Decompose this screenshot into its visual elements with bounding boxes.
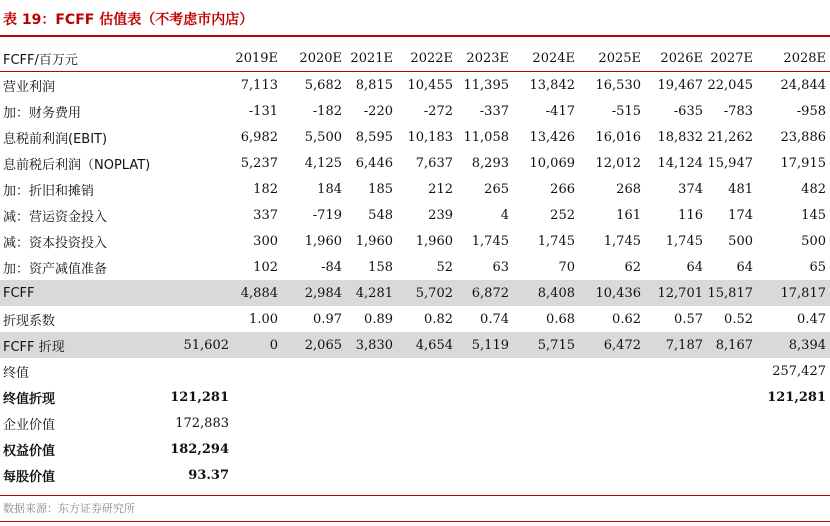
value-cell	[707, 462, 757, 488]
value-cell	[233, 358, 282, 384]
row-label: 加：折旧和摊销	[3, 183, 95, 199]
value-cell: 1.00	[249, 311, 278, 327]
value-cell: 0.47	[797, 311, 826, 327]
value-cell: 6,472	[579, 332, 645, 358]
value-cell: 64	[736, 259, 753, 275]
fcff-valuation-table	[0, 45, 830, 488]
value-cell: 4,884	[233, 280, 282, 306]
value-cell: 0.97	[313, 311, 342, 327]
unit-label: FCFF/百万元	[3, 52, 78, 68]
value-cell	[346, 436, 397, 462]
table-row	[0, 124, 830, 150]
value-cell	[282, 358, 346, 384]
value-cell: 8,595	[355, 129, 393, 145]
year-header: 2026E	[660, 50, 703, 66]
blank-header	[166, 45, 233, 72]
value-cell	[457, 410, 513, 436]
year-header: 2027E	[710, 50, 753, 66]
value-cell	[513, 410, 579, 436]
value-cell: 161	[616, 207, 641, 223]
value-cell: 18,832	[657, 129, 703, 145]
value-cell: 10,069	[529, 155, 575, 171]
table-row	[0, 202, 830, 228]
value-cell: -635	[673, 103, 703, 119]
value-cell	[397, 358, 457, 384]
row-label: 企业价值	[3, 417, 56, 433]
value-cell: 64	[686, 259, 703, 275]
value-cell: 500	[728, 233, 753, 249]
value-cell: 102	[253, 259, 278, 275]
value-cell: 11,058	[463, 129, 509, 145]
table-row	[0, 436, 830, 462]
value-cell	[282, 410, 346, 436]
value-cell: 0.82	[424, 311, 453, 327]
year-header: 2021E	[350, 50, 393, 66]
year-header: 2022E	[410, 50, 453, 66]
value-cell: 8,167	[707, 332, 757, 358]
row-label: 加：财务费用	[3, 105, 82, 121]
table-row	[0, 254, 830, 280]
value-cell	[397, 462, 457, 488]
value-cell	[233, 436, 282, 462]
value-cell: 1,960	[304, 233, 342, 249]
table-row	[0, 150, 830, 176]
value-cell: 1,745	[471, 233, 509, 249]
summary-value-cell	[166, 124, 233, 150]
value-cell: 3,830	[346, 332, 397, 358]
value-cell: 145	[801, 207, 826, 223]
value-cell: 52	[436, 259, 453, 275]
value-cell	[645, 410, 707, 436]
value-cell: 16,530	[595, 77, 641, 93]
table-row	[0, 358, 830, 384]
table-row	[0, 384, 830, 410]
value-cell: 21,262	[707, 129, 753, 145]
value-cell	[513, 358, 579, 384]
value-cell: 70	[558, 259, 575, 275]
summary-value-cell: 182,294	[170, 441, 229, 457]
table-row	[0, 306, 830, 332]
value-cell: 174	[728, 207, 753, 223]
value-cell: 6,982	[240, 129, 278, 145]
value-cell	[579, 384, 645, 410]
value-cell: 10,455	[407, 77, 453, 93]
value-cell	[397, 384, 457, 410]
value-cell: -220	[363, 103, 393, 119]
row-label: 权益价值	[3, 443, 56, 459]
table-row	[0, 332, 830, 358]
value-cell: 7,113	[240, 77, 278, 93]
value-cell	[579, 436, 645, 462]
value-cell: 239	[428, 207, 453, 223]
value-cell: 185	[368, 181, 393, 197]
value-cell: 17,817	[757, 280, 830, 306]
value-cell	[579, 410, 645, 436]
summary-value-cell	[166, 72, 233, 99]
row-label: 营业利润	[3, 79, 56, 95]
row-label: 折现系数	[3, 313, 56, 329]
summary-value-cell	[166, 280, 233, 306]
value-cell: -337	[479, 103, 509, 119]
value-cell: 0.62	[612, 311, 641, 327]
value-cell: 0.68	[546, 311, 575, 327]
value-cell: 63	[492, 259, 509, 275]
title-rule	[0, 35, 830, 37]
value-cell: 1,745	[665, 233, 703, 249]
value-cell: -719	[312, 207, 342, 223]
value-cell: 482	[801, 181, 826, 197]
row-label: 减：营运资金投入	[3, 209, 108, 225]
value-cell	[707, 410, 757, 436]
year-header: 2025E	[598, 50, 641, 66]
value-cell: 19,467	[657, 77, 703, 93]
year-header: 2020E	[299, 50, 342, 66]
value-cell	[707, 384, 757, 410]
table-row	[0, 462, 830, 488]
value-cell: -272	[423, 103, 453, 119]
value-cell: 5,119	[457, 332, 513, 358]
value-cell	[346, 384, 397, 410]
value-cell: 13,842	[529, 77, 575, 93]
value-cell: 4,125	[304, 155, 342, 171]
value-cell: 11,395	[463, 77, 509, 93]
row-label: FCFF 折现	[0, 332, 166, 358]
value-cell: 1,745	[537, 233, 575, 249]
table-row	[0, 72, 830, 99]
value-cell: 2,984	[282, 280, 346, 306]
value-cell: -84	[321, 259, 342, 275]
value-cell	[233, 410, 282, 436]
value-cell: 24,844	[780, 77, 826, 93]
header-row	[0, 45, 830, 72]
value-cell: -783	[723, 103, 753, 119]
value-cell: 2,065	[282, 332, 346, 358]
summary-value-cell	[166, 98, 233, 124]
row-label: 加：资产减值准备	[3, 261, 108, 277]
summary-value-cell	[166, 150, 233, 176]
value-cell: 268	[616, 181, 641, 197]
value-cell: 16,016	[595, 129, 641, 145]
value-cell: 65	[809, 259, 826, 275]
value-cell: 158	[368, 259, 393, 275]
value-cell: 0.89	[364, 311, 393, 327]
row-label: 息税前利润(EBIT)	[3, 131, 108, 147]
value-cell: 182	[253, 181, 278, 197]
table-row	[0, 176, 830, 202]
value-cell	[233, 462, 282, 488]
summary-value-cell: 51,602	[166, 332, 233, 358]
value-cell: 7,187	[645, 332, 707, 358]
value-cell	[282, 436, 346, 462]
value-cell: 5,237	[240, 155, 278, 171]
value-cell	[513, 436, 579, 462]
value-cell: 212	[428, 181, 453, 197]
value-cell	[707, 358, 757, 384]
value-cell: 15,817	[707, 280, 757, 306]
value-cell	[346, 462, 397, 488]
value-cell	[282, 462, 346, 488]
value-cell: 500	[801, 233, 826, 249]
value-cell	[457, 462, 513, 488]
value-cell: 5,715	[513, 332, 579, 358]
value-cell: 14,124	[657, 155, 703, 171]
value-cell: 5,702	[397, 280, 457, 306]
summary-value-cell	[166, 358, 233, 384]
value-cell: 116	[678, 207, 703, 223]
row-label: 终值折现	[3, 391, 56, 407]
value-cell: 6,446	[355, 155, 393, 171]
value-cell: 184	[317, 181, 342, 197]
value-cell: 5,500	[304, 129, 342, 145]
value-cell: 548	[368, 207, 393, 223]
value-cell: 374	[678, 181, 703, 197]
value-cell	[397, 410, 457, 436]
value-cell	[757, 436, 830, 462]
value-cell: -515	[611, 103, 641, 119]
value-cell: 22,045	[707, 77, 753, 93]
value-cell: 10,436	[579, 280, 645, 306]
value-cell	[757, 410, 830, 436]
source-note: 数据来源：东方证券研究所	[3, 502, 135, 515]
value-cell	[457, 358, 513, 384]
table-bottom-rule	[0, 495, 830, 496]
value-cell	[645, 462, 707, 488]
footer-rule	[0, 521, 830, 522]
summary-value-cell	[166, 228, 233, 254]
value-cell: 23,886	[780, 129, 826, 145]
value-cell	[513, 384, 579, 410]
value-cell: 8,408	[513, 280, 579, 306]
value-cell	[457, 436, 513, 462]
value-cell: 4,654	[397, 332, 457, 358]
year-header: 2024E	[532, 50, 575, 66]
table-row	[0, 410, 830, 436]
table-title: 表 19：FCFF 估值表（不考虑市内店）	[3, 12, 254, 28]
value-cell: -182	[312, 103, 342, 119]
value-cell: 13,426	[529, 129, 575, 145]
year-header: 2028E	[783, 50, 826, 66]
value-cell: 266	[550, 181, 575, 197]
summary-value-cell	[166, 306, 233, 332]
value-cell: 17,915	[780, 155, 826, 171]
value-cell: 8,293	[471, 155, 509, 171]
summary-value-cell: 93.37	[188, 467, 229, 483]
summary-value-cell: 172,883	[175, 415, 229, 431]
summary-value-cell	[166, 254, 233, 280]
value-cell	[346, 358, 397, 384]
year-header: 2019E	[235, 50, 278, 66]
table-row	[0, 228, 830, 254]
value-cell: 0	[233, 332, 282, 358]
value-cell	[645, 384, 707, 410]
value-cell	[579, 358, 645, 384]
value-cell: 12,012	[595, 155, 641, 171]
value-cell: -958	[796, 103, 826, 119]
value-cell: 12,701	[645, 280, 707, 306]
value-cell	[282, 384, 346, 410]
value-cell: 4,281	[346, 280, 397, 306]
value-cell: 1,960	[415, 233, 453, 249]
value-cell	[645, 436, 707, 462]
value-cell	[346, 410, 397, 436]
summary-value-cell: 121,281	[170, 389, 229, 405]
value-cell: -417	[545, 103, 575, 119]
value-cell: 257,427	[772, 363, 826, 379]
summary-value-cell	[166, 202, 233, 228]
table-row	[0, 98, 830, 124]
value-cell: 62	[624, 259, 641, 275]
value-cell: 0.57	[674, 311, 703, 327]
value-cell: 1,960	[355, 233, 393, 249]
value-cell	[457, 384, 513, 410]
value-cell: 7,637	[415, 155, 453, 171]
value-cell: 300	[253, 233, 278, 249]
row-label: 减：资本投资投入	[3, 235, 108, 251]
value-cell: 5,682	[304, 77, 342, 93]
row-label: 每股价值	[3, 469, 56, 485]
value-cell: 10,183	[407, 129, 453, 145]
value-cell: -131	[248, 103, 278, 119]
table-row	[0, 280, 830, 306]
value-cell: 481	[728, 181, 753, 197]
value-cell: 0.74	[480, 311, 509, 327]
value-cell: 265	[484, 181, 509, 197]
value-cell: 1,745	[603, 233, 641, 249]
value-cell: 8,394	[757, 332, 830, 358]
value-cell	[757, 462, 830, 488]
value-cell	[645, 358, 707, 384]
value-cell: 252	[550, 207, 575, 223]
value-cell	[233, 384, 282, 410]
value-cell	[579, 462, 645, 488]
value-cell: 4	[500, 207, 509, 223]
summary-value-cell	[166, 176, 233, 202]
value-cell: 15,947	[707, 155, 753, 171]
value-cell	[707, 436, 757, 462]
value-cell: 337	[253, 207, 278, 223]
value-cell	[513, 462, 579, 488]
row-label: 终值	[3, 365, 30, 381]
year-header: 2023E	[466, 50, 509, 66]
value-cell: 8,815	[355, 77, 393, 93]
row-label: FCFF	[0, 280, 166, 306]
value-cell	[397, 436, 457, 462]
value-cell: 6,872	[457, 280, 513, 306]
value-cell: 0.52	[724, 311, 753, 327]
row-label: 息前税后利润（NOPLAT)	[3, 157, 151, 173]
value-cell: 121,281	[767, 389, 826, 405]
